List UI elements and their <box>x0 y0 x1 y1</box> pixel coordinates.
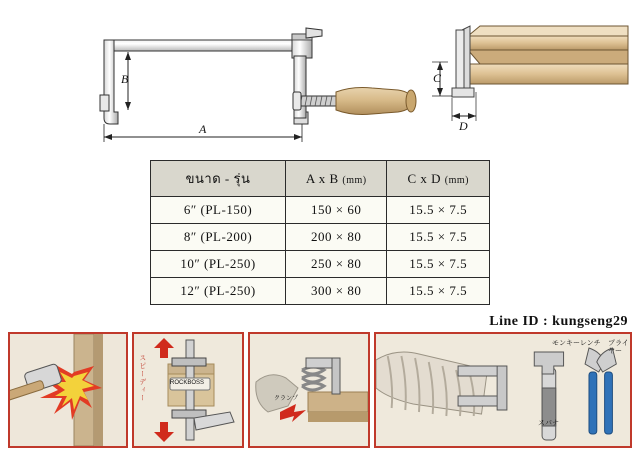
cell-cd: 15.5 × 7.5 <box>387 197 490 224</box>
caption-brand: ROCKBOSS <box>170 380 205 386</box>
photo-strip <box>8 332 632 448</box>
caption-pliers: プライヤー <box>608 340 629 355</box>
cell-ab: 200 × 80 <box>286 224 387 251</box>
table-row <box>151 278 490 305</box>
cell-model: 6″ (PL-150) <box>151 197 286 224</box>
clamp-diagram <box>0 0 640 150</box>
table-row <box>151 251 490 278</box>
table-header-row <box>151 161 490 197</box>
header-cd-text: C x D <box>407 170 442 186</box>
cell-ab: 300 × 80 <box>286 278 387 305</box>
header-ab-text: A x B <box>305 170 339 186</box>
header-size-model-text: ขนาด - รุ่น <box>185 171 251 186</box>
quick-clamp-illustration <box>134 334 242 446</box>
header-cd-unit: (mm) <box>444 174 469 186</box>
photo-wrench-pliers <box>374 332 632 448</box>
table-row <box>151 224 490 251</box>
photo-quick-clamp <box>132 332 244 448</box>
cell-model: 8″ (PL-200) <box>151 224 286 251</box>
wrench-pliers-illustration <box>376 334 630 446</box>
photo-hammer-impact <box>8 332 128 448</box>
caption-monkey-wrench: モンキーレンチ <box>552 340 601 347</box>
line-id-text: Line ID : kungseng29 <box>489 314 628 329</box>
header-cd <box>387 161 490 197</box>
caption-clamp: クランプ <box>274 396 299 402</box>
clamp-drawing-svg <box>0 0 640 150</box>
cell-model: 12″ (PL-250) <box>151 278 286 305</box>
dimension-label-a: A <box>199 122 207 136</box>
cell-cd: 15.5 × 7.5 <box>387 224 490 251</box>
spec-table-wrapper <box>150 160 490 305</box>
caption-speedy: スピーディー <box>138 354 146 402</box>
cell-cd: 15.5 × 7.5 <box>387 278 490 305</box>
spec-table <box>150 160 490 305</box>
cell-ab: 150 × 60 <box>286 197 387 224</box>
cell-model: 10″ (PL-250) <box>151 251 286 278</box>
header-ab <box>286 161 387 197</box>
cell-ab: 250 × 80 <box>286 251 387 278</box>
dimension-label-d: D <box>459 119 468 133</box>
header-size-model <box>151 161 286 197</box>
spring-clamp-illustration <box>250 334 368 446</box>
table-row <box>151 197 490 224</box>
header-ab-unit: (mm) <box>342 174 367 186</box>
cell-cd: 15.5 × 7.5 <box>387 251 490 278</box>
hammer-impact-illustration <box>10 334 126 446</box>
photo-spring-clamp <box>248 332 370 448</box>
dimension-label-c: C <box>433 71 442 85</box>
dimension-label-b: B <box>121 72 129 86</box>
caption-spanner: スパナ <box>538 420 559 427</box>
